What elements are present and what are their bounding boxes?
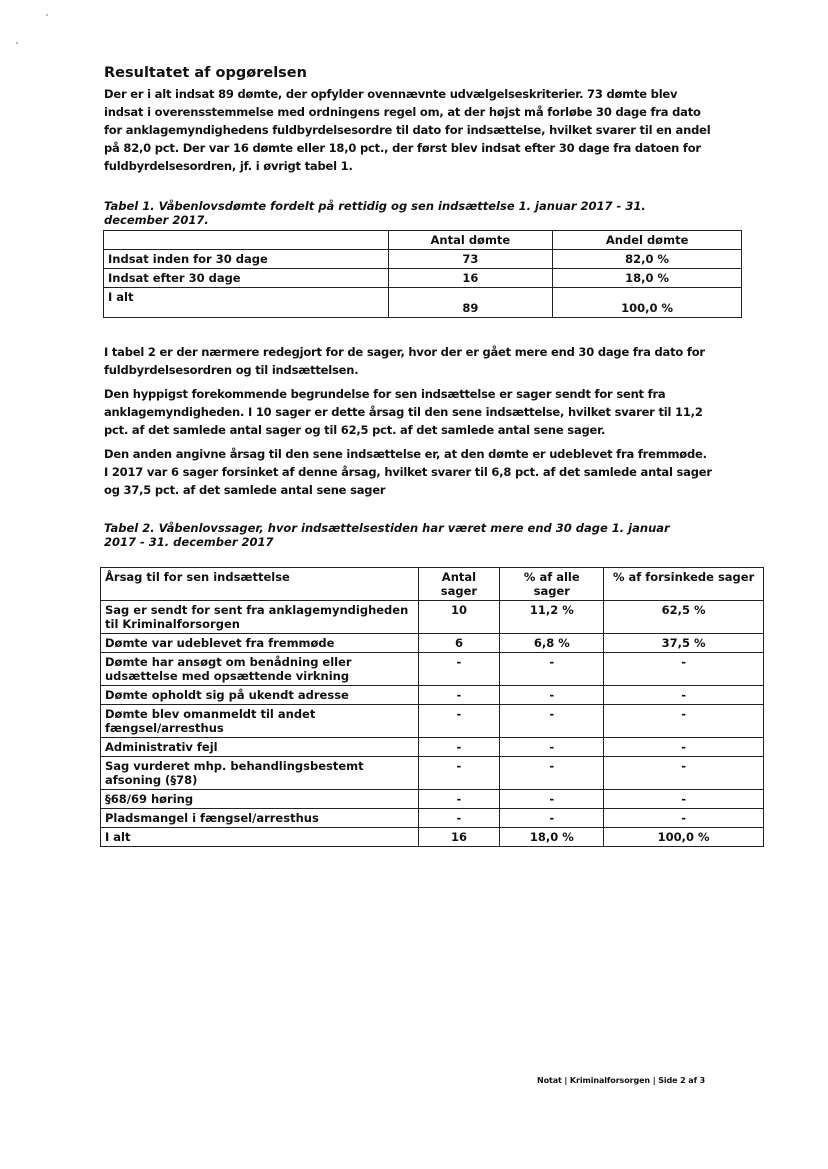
cell-antal: - [418, 705, 500, 738]
table1-header-andel: Andel dømte [553, 231, 742, 250]
cell-antal: - [418, 757, 500, 790]
cell-alle: - [500, 738, 604, 757]
table-row [101, 705, 764, 738]
table-row [101, 686, 764, 705]
row-label: Dømte var udeblevet fra fremmøde [101, 634, 419, 653]
table2-caption: Tabel 2. Våbenlovssager, hvor indsættelsestiden har været mere end 30 dage 1. januar 2017 - 31. december 2017 [104, 521, 670, 549]
cell-alle: 11,2 % [500, 601, 604, 634]
paragraph-3: Den hyppigst forekommende begrundelse for sen indsættelse er sager sendt for sent fra anklagemyndigheden. I 10 sager er dette årsag til den sene indsættelse, hvilket svarer til 11,2 pct. af det samlede antal sager og til 62,5 pct. af det samlede antal sene sager. [104, 387, 703, 437]
table1-header-empty [104, 231, 389, 250]
cell-antal: 89 [388, 288, 553, 318]
cell-alle: - [500, 757, 604, 790]
table2-header-row [101, 568, 764, 601]
cell-forsinkede: 100,0 % [604, 828, 764, 847]
page-footer: Notat | Kriminalforsorgen | Side 2 af 3 [537, 1076, 706, 1085]
cell-alle: - [500, 653, 604, 686]
cell-antal: - [418, 809, 500, 828]
table-row [101, 790, 764, 809]
cell-andel: 82,0 % [553, 250, 742, 269]
cell-antal: 16 [418, 828, 500, 847]
row-label: Indsat inden for 30 dage [104, 250, 389, 269]
cell-alle: 6,8 % [500, 634, 604, 653]
cell-forsinkede: - [604, 790, 764, 809]
table2-header-alle: % af alle sager [500, 568, 604, 601]
table2-header-forsinkede: % af forsinkede sager [604, 568, 764, 601]
cell-andel: 100,0 % [553, 288, 742, 318]
cell-forsinkede: - [604, 809, 764, 828]
cell-antal: - [418, 738, 500, 757]
scan-speck [46, 14, 48, 16]
table1-caption: Tabel 1. Våbenlovsdømte fordelt på rettidig og sen indsættelse 1. januar 2017 - 31. december 2017. [104, 199, 646, 227]
section-heading: Resultatet af opgørelsen [104, 65, 307, 81]
cell-antal: 10 [418, 601, 500, 634]
table1-header-antal: Antal dømte [388, 231, 553, 250]
cell-alle: - [500, 790, 604, 809]
table-row [101, 809, 764, 828]
table-row [104, 250, 742, 269]
table-row [101, 828, 764, 847]
table-row [101, 653, 764, 686]
cell-antal: 16 [388, 269, 553, 288]
cell-forsinkede: 37,5 % [604, 634, 764, 653]
paragraph-2: I tabel 2 er der nærmere redegjort for de sager, hvor der er gået mere end 30 dage fra dato for fuldbyrdelsesordren og til indsættelsen. [104, 345, 705, 377]
cell-antal: - [418, 790, 500, 809]
row-label: Pladsmangel i fængsel/arresthus [101, 809, 419, 828]
table2-header-arsag: Årsag til for sen indsættelse [101, 568, 419, 601]
scan-speck [16, 42, 18, 44]
cell-forsinkede: - [604, 653, 764, 686]
table2 [100, 567, 764, 847]
table-row [104, 288, 742, 318]
table-row [101, 738, 764, 757]
cell-antal: - [418, 686, 500, 705]
cell-antal: 6 [418, 634, 500, 653]
paragraph-1: Der er i alt indsat 89 dømte, der opfylder ovennævnte udvælgelseskriterier. 73 dømte blev indsat i overensstemmelse med ordningens regel om, at der højst må forløbe 30 dage fra dato for anklagemyndighedens fuldbyrdelsesordre til dato for indsættelse, hvilket svarer til en andel på 82,0 pct. Der var 16 dømte eller 18,0 pct., der først blev indsat efter 30 dage fra datoen for fuldbyrdelsesordren, jf. i øvrigt tabel 1. [104, 87, 711, 173]
row-label: Dømte blev omanmeldt til andet fængsel/arresthus [101, 705, 419, 738]
cell-forsinkede: - [604, 738, 764, 757]
row-label: Indsat efter 30 dage [104, 269, 389, 288]
table-row [101, 757, 764, 790]
row-label: Sag vurderet mhp. behandlingsbestemt afsoning (§78) [101, 757, 419, 790]
table-row [104, 269, 742, 288]
table-row [101, 601, 764, 634]
cell-alle: - [500, 809, 604, 828]
row-label: Dømte har ansøgt om benådning eller udsættelse med opsættende virkning [101, 653, 419, 686]
row-label: §68/69 høring [101, 790, 419, 809]
cell-andel: 18,0 % [553, 269, 742, 288]
cell-forsinkede: 62,5 % [604, 601, 764, 634]
cell-forsinkede: - [604, 686, 764, 705]
table1 [103, 230, 742, 318]
row-label: Administrativ fejl [101, 738, 419, 757]
cell-forsinkede: - [604, 705, 764, 738]
table2-header-antal: Antal sager [418, 568, 500, 601]
row-label: I alt [104, 288, 389, 318]
row-label: I alt [101, 828, 419, 847]
table1-header-row [104, 231, 742, 250]
paragraph-4: Den anden angivne årsag til den sene indsættelse er, at den dømte er udeblevet fra fremmøde. I 2017 var 6 sager forsinket af denne årsag, hvilket svarer til 6,8 pct. af det samlede antal sager og 37,5 pct. af det samlede antal sene sager [104, 447, 712, 497]
row-label: Dømte opholdt sig på ukendt adresse [101, 686, 419, 705]
row-label: Sag er sendt for sent fra anklagemyndigheden til Kriminalforsorgen [101, 601, 419, 634]
cell-forsinkede: - [604, 757, 764, 790]
cell-alle: - [500, 686, 604, 705]
table-row [101, 634, 764, 653]
cell-antal: 73 [388, 250, 553, 269]
cell-alle: - [500, 705, 604, 738]
cell-antal: - [418, 653, 500, 686]
cell-alle: 18,0 % [500, 828, 604, 847]
